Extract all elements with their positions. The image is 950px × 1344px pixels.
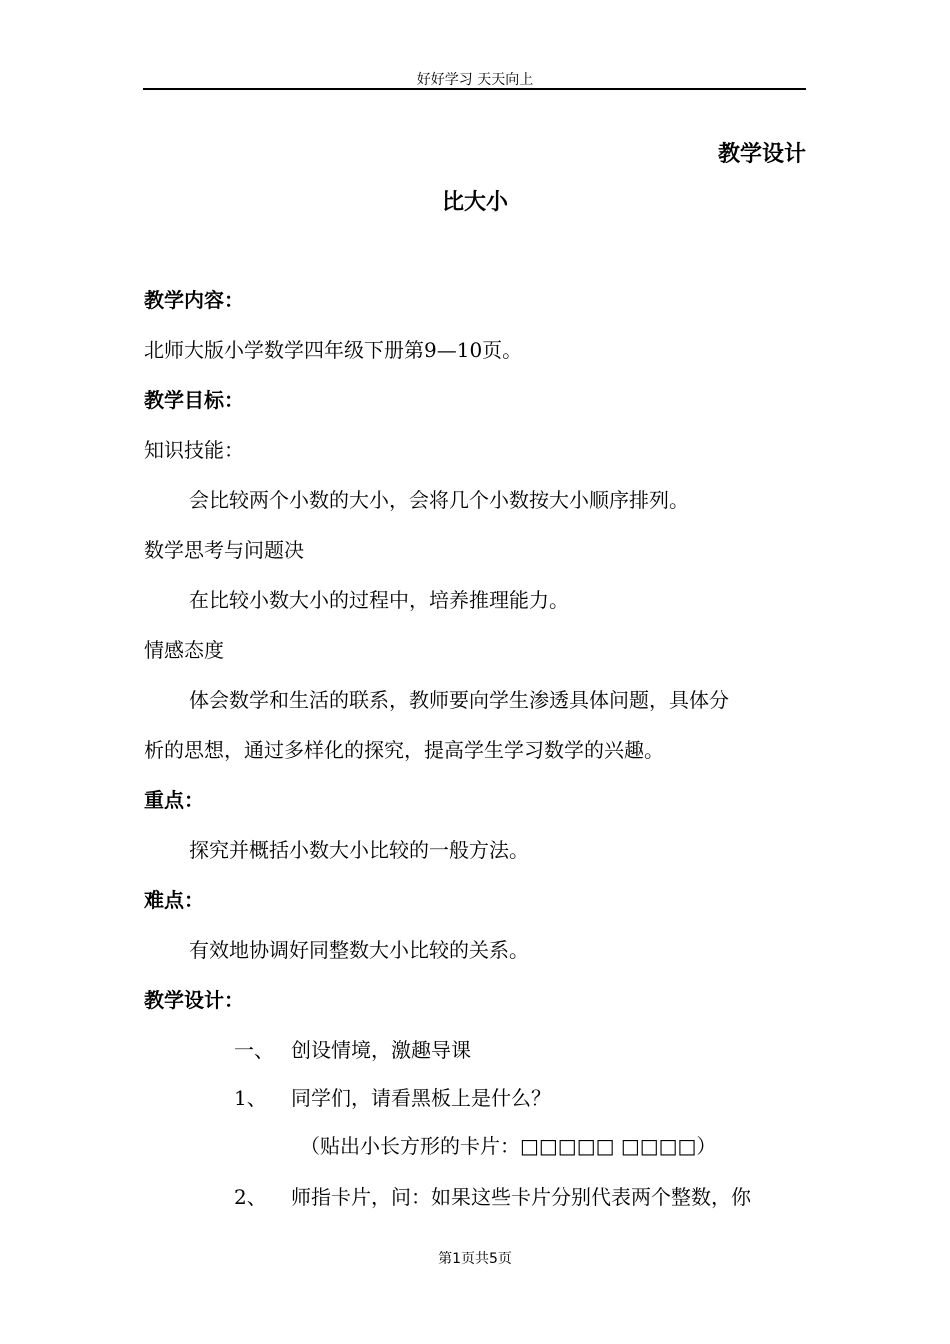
- item-1-text: 同学们，请看黑板上是什么？: [291, 1086, 551, 1110]
- page-title: 比大小: [441, 190, 508, 215]
- goals-heading: 教学目标：: [144, 388, 244, 412]
- page-header: 好好学习 天天向上: [416, 72, 534, 88]
- key-point-heading: 重点：: [144, 788, 204, 812]
- emotion-label: 情感态度: [144, 638, 224, 662]
- item-1-note: （贴出小长方形的卡片：□□□□□ □□□□）: [300, 1134, 717, 1158]
- item-2-text: 师指卡片，问：如果这些卡片分别代表两个整数，你: [291, 1185, 751, 1209]
- knowledge-text: 会比较两个小数的大小，会将几个小数按大小顺序排列。: [189, 488, 689, 512]
- step-1-marker: 一、: [234, 1038, 274, 1062]
- difficulty-heading: 难点：: [144, 888, 204, 912]
- knowledge-label: 知识技能：: [144, 438, 244, 462]
- emotion-text-line-2: 析的思想，通过多样化的探究，提高学生学习数学的兴趣。: [144, 738, 664, 762]
- thinking-text: 在比较小数大小的过程中，培养推理能力。: [189, 588, 569, 612]
- content-heading: 教学内容：: [144, 288, 244, 312]
- document-label: 教学设计: [717, 142, 806, 167]
- design-heading: 教学设计：: [144, 988, 244, 1012]
- key-point-text: 探究并概括小数大小比较的一般方法。: [189, 838, 529, 862]
- step-1-text: 创设情境，激趣导课: [291, 1038, 471, 1062]
- emotion-text-line-1: 体会数学和生活的联系，教师要向学生渗透具体问题，具体分: [189, 688, 729, 712]
- difficulty-text: 有效地协调好同整数大小比较的关系。: [189, 938, 529, 962]
- page-footer: 第1页共5页: [438, 1251, 512, 1267]
- item-1-marker: 1、: [234, 1086, 267, 1110]
- content-text: 北师大版小学数学四年级下册第9—10页。: [144, 338, 523, 362]
- item-2-marker: 2、: [234, 1185, 267, 1209]
- header-divider: [143, 88, 806, 90]
- thinking-label: 数学思考与问题决: [144, 538, 304, 562]
